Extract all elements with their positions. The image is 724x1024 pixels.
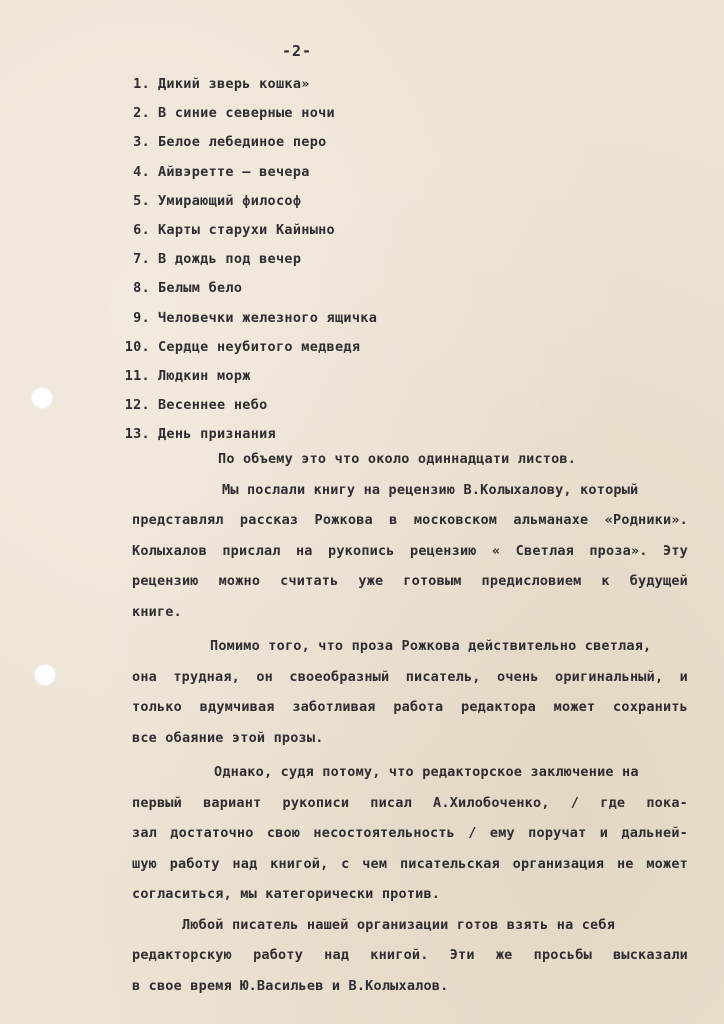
list-item [114,274,377,303]
text-line: Любой писатель нашей организации готов взять на себя [182,916,616,933]
list-item [114,391,377,420]
text-line: Мы послали книгу на рецензию В.Колыхалову, который [222,481,639,498]
list-item [114,128,377,157]
punch-hole [31,387,53,409]
text-line: рецензию можно считать уже готовым предисловием к будущей [132,573,688,589]
list-item [114,187,377,216]
list-item-title: В дождь под вечер [158,251,302,268]
text-line: согласиться, мы категорически против. [132,886,441,902]
text-line: только вдумчивая заботливая работа редактора может сохранить [132,699,688,715]
text-line: в свое время Ю.Васильев и В.Колыхалов. [132,977,449,994]
list-item-title: Карты старухи Кайныно [158,221,335,238]
list-item [114,70,377,99]
list-item-number: 5. [133,192,150,209]
list-item-title: День признания [158,426,276,443]
list-item [114,304,377,333]
text-line: Колыхалов прислал на рукопись рецензию « Светлая проза». Эту [132,542,688,559]
text-line: По объему это что около одиннадцати листов. [218,451,577,467]
text-line: редакторскую работу над книгой. Эти же просьбы высказали [132,947,688,963]
list-item-title: Сердце неубитого медведя [158,338,361,355]
text-line: представлял рассказ Рожкова в московском альманахе «Родники». [132,512,688,528]
punch-hole [34,664,56,686]
body-text [132,444,688,1001]
list-item-title: Белое лебединое перо [158,134,327,151]
list-item-number: 13. [124,426,150,443]
list-item [114,333,377,362]
list-item [114,245,377,274]
list-item-number: 11. [124,367,150,384]
list-item-title: В синие северные ночи [158,105,335,122]
list-item-title: Дикий зверь кошка» [158,76,310,92]
list-item-number: 12. [124,397,150,414]
list-item-number: 9. [133,309,150,326]
list-item-title: Белым бело [158,280,243,297]
list-item [114,216,377,245]
text-line: книге. [132,603,182,620]
list-item-title: Человечки железного ящичка [158,309,378,326]
story-list [114,70,377,449]
list-item-title: Людкин морж [158,367,251,384]
list-item-title: Умирающий философ [158,192,302,209]
text-line: все обаяние этой прозы. [132,729,324,746]
list-item-number: 2. [133,105,150,122]
list-item-number: 1. [133,76,150,92]
text-line: зал достаточно свою несостоятельность / ему поручат и дальней- [132,825,688,841]
list-item-number: 3. [133,134,150,151]
list-item-number: 8. [133,280,150,297]
list-item-number: 4. [133,163,150,180]
list-item-title: Айвэретте – вечера [158,163,310,180]
list-item [114,362,377,391]
list-item-number: 6. [133,221,150,238]
list-item-number: 10. [124,338,150,355]
text-line: она трудная, он своеобразный писатель, очень оригинальный, и [132,668,688,685]
list-item-number: 7. [133,251,150,268]
list-item [114,99,377,128]
list-item-title: Весеннее небо [158,397,268,414]
list-item [114,158,377,187]
text-line: Однако, судя потому, что редакторское заключение на [214,764,639,780]
text-line: шую работу над книгой, с чем писательская организация не может [132,855,688,872]
text-line: Помимо того, что проза Рожкова действительно светлая, [210,638,652,654]
page-number: -2- [282,42,313,60]
text-line: первый вариант рукописи писал А.Хилобоченко, / где пока- [132,794,688,811]
